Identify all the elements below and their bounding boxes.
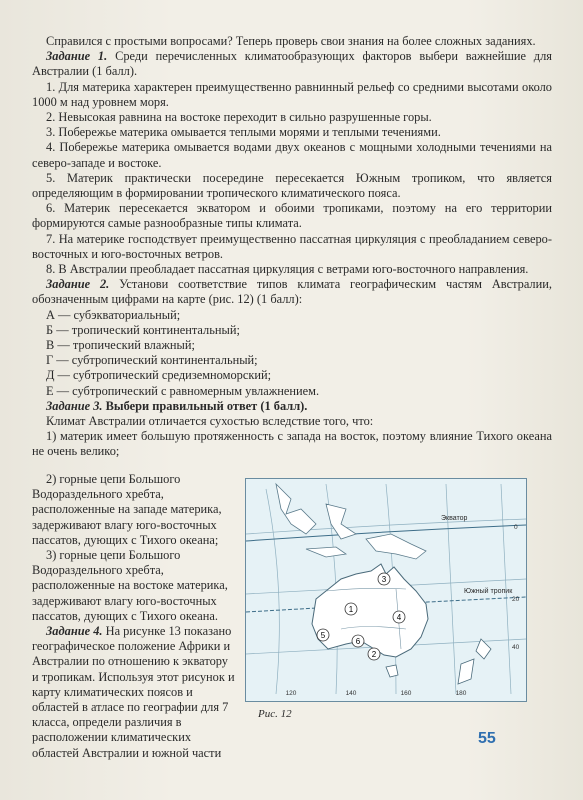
task1-item: 3. Побережье материка омывается теплыми морями и теплыми течениями. <box>46 125 441 140</box>
task3-label: Задание 3. <box>46 398 103 413</box>
task2-item: Е — субтропический с равномерным увлажнением. <box>46 383 320 398</box>
task2-text: Установи соответствие типов климата географическим частям Австралии, обозначенным цифрами на карте (рис. 12) (1 балл): <box>32 277 552 307</box>
task3-text: Выбери правильный ответ (1 балл). <box>105 398 308 413</box>
task1-text: Среди перечисленных климатообразующих факторов выбери важнейшие для Австралии (1 балл). <box>32 49 552 79</box>
island-shape <box>306 547 346 557</box>
lon-label: 120 <box>285 690 297 697</box>
island-shape <box>326 504 356 539</box>
task2-item: Г — субтропический континентальный; <box>46 353 258 368</box>
task1-item: 2. Невысокая равнина на востоке переходит в сильно разрушенные горы. <box>46 110 432 125</box>
intro: Справился с простыми вопросами? Теперь проверь свои знания на более сложных заданиях. <box>46 34 536 48</box>
task2-heading <box>32 277 552 307</box>
task1-heading <box>32 49 552 79</box>
lat-label: 40 <box>512 644 520 651</box>
new-zealand-shape <box>458 659 474 684</box>
task3-question: Климат Австралии отличается сухостью вследствие того, что: <box>46 414 374 429</box>
task1-item: 6. Материк пересекается экватором и обоими тропиками, поэтому на его территории формируются самые разнообразные типы климата. <box>32 201 552 231</box>
new-zealand-shape <box>476 639 491 659</box>
task1-item: 8. В Австралии преобладает пассатная циркуляция с ветрами юго-восточного направления. <box>46 262 529 277</box>
task2-label: Задание 2. <box>46 277 110 292</box>
task2-item: Б — тропический континентальный; <box>46 322 240 337</box>
longitude-labels <box>286 690 467 697</box>
task3-heading <box>32 399 552 414</box>
task1-item: 1. Для материка характерен преимущественно равнинный рельеф со средними высотами около 1000 м над уровнем моря. <box>32 79 552 109</box>
page-number: 55 <box>478 730 496 747</box>
marker-3-label: 3 <box>381 575 387 584</box>
task2-item: Д — субтропический средиземноморский; <box>46 368 272 383</box>
task1-item: 4. Побережье материка омывается водами двух океанов с мощными холодными течениями на северо-западе и востоке. <box>32 140 552 170</box>
equator-label: Экватор <box>441 515 468 522</box>
task1-label: Задание 1. <box>46 49 108 64</box>
marker-2-label: 2 <box>371 650 377 659</box>
latitude-labels <box>512 524 520 651</box>
task4-paragraph <box>32 624 237 761</box>
figure-caption: Рис. 12 <box>258 708 292 720</box>
task1-item: 5. Материк практически посередине пересекается Южным тропиком, что является определяющим в формировании тропического климатического пояса. <box>32 170 552 201</box>
task3-option: 2) горные цепи Большого Водораздельного хребта, расположенные на западе материка, задерживают влагу юго-восточных пассатов, дующих с Тихого океана; <box>32 472 222 547</box>
task4-label: Задание 4. <box>46 624 103 639</box>
marker-1-label: 1 <box>348 605 354 614</box>
marker-5-label: 5 <box>320 631 326 640</box>
upper-text <box>32 34 552 460</box>
lat-label: 20 <box>512 596 520 603</box>
task4-text: На рисунке 13 показано географическое положение Африки и Австралии по отношению к экватору и тропикам. Используя этот рисунок и карту климатических поясов и областей в атласе по географии для 7 класса, определи различия в расположении климатических областей Австралии и южной части <box>32 624 235 760</box>
island-shape <box>276 484 316 534</box>
tropic-label: Южный тропик <box>464 588 513 595</box>
australia-climate-map <box>245 478 527 702</box>
task2-item: А — субэкваториальный; <box>46 307 181 322</box>
meridian-line <box>266 489 279 694</box>
map-svg <box>246 479 526 701</box>
task1-item: 7. На материке господствует преимущественно пассатная циркуляция с преобладанием северо-восточных и юго-восточных ветров. <box>32 231 552 261</box>
lat-label: 0 <box>514 524 518 531</box>
tasmania-shape <box>386 665 398 677</box>
lower-left-text <box>32 472 237 761</box>
marker-6-label: 6 <box>355 637 361 646</box>
lon-label: 140 <box>345 690 357 697</box>
marker-4-label: 4 <box>396 613 402 622</box>
task2-item: В — тропический влажный; <box>46 338 195 353</box>
lon-label: 160 <box>400 690 412 697</box>
lon-label: 180 <box>455 690 467 697</box>
task3-option: 3) горные цепи Большого Водораздельного хребта, расположенные на востоке материка, задерживают влагу юго-восточных пассатов, дующих с Тихого океана. <box>32 548 228 623</box>
task3-option: 1) материк имеет большую протяженность с запада на восток, поэтому влияние Тихого океана не очень велико; <box>32 429 552 459</box>
australia-shape <box>312 564 428 657</box>
new-guinea-shape <box>366 534 426 559</box>
